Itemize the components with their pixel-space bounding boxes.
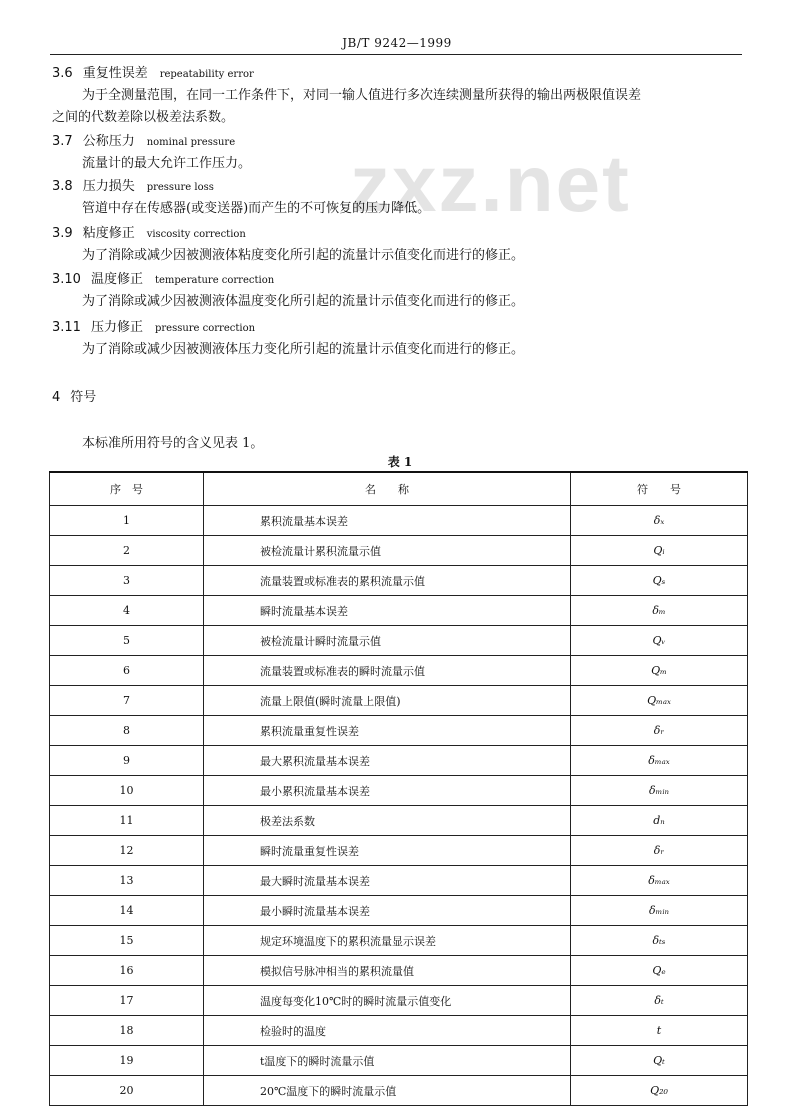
- cell-name: 模拟信号脉冲相当的累积流量值: [204, 956, 571, 986]
- cell-index: 20: [50, 1076, 204, 1106]
- table-row: [50, 1016, 748, 1046]
- section-title-english: pressure loss: [146, 182, 214, 193]
- symbol-table: [49, 471, 748, 1106]
- section-number: 3.9: [52, 226, 73, 241]
- cell-index: 4: [50, 596, 204, 626]
- section-title: 重复性误差: [82, 66, 148, 81]
- cell-name: 流量上限值(瞬时流量上限值): [204, 686, 571, 716]
- section-heading: [52, 268, 274, 287]
- cell-name: 瞬时流量重复性误差: [204, 836, 571, 866]
- cell-symbol: Q₂₀: [571, 1076, 748, 1106]
- cell-index: 13: [50, 866, 204, 896]
- section-body-line: 流量计的最大允许工作压力。: [82, 156, 252, 171]
- cell-index: 8: [50, 716, 204, 746]
- cell-symbol: δᵣ: [571, 716, 748, 746]
- section-heading: [52, 130, 235, 149]
- section-heading: [52, 175, 214, 194]
- section-number: 3.11: [52, 320, 81, 335]
- cell-index: 14: [50, 896, 204, 926]
- watermark: zxz.net: [350, 139, 631, 228]
- cell-symbol: δᵣ: [571, 836, 748, 866]
- cell-name: 极差法系数: [204, 806, 571, 836]
- cell-symbol: δₘᵢₙ: [571, 776, 748, 806]
- cell-name: 最大累积流量基本误差: [204, 746, 571, 776]
- cell-index: 16: [50, 956, 204, 986]
- section-body-line: 之间的代数差除以极差法系数。: [52, 110, 235, 125]
- section-title-english: viscosity correction: [146, 229, 246, 240]
- table-row: [50, 746, 748, 776]
- cell-name: 最小累积流量基本误差: [204, 776, 571, 806]
- cell-index: 10: [50, 776, 204, 806]
- table-row: [50, 836, 748, 866]
- section-heading: [52, 222, 246, 241]
- section-4-heading: [52, 386, 96, 405]
- section-body-line: 为了消除或减少因被测液体温度变化所引起的流量计示值变化而进行的修正。: [82, 294, 525, 309]
- cell-name: 最小瞬时流量基本误差: [204, 896, 571, 926]
- section-number: 3.6: [52, 66, 73, 81]
- cell-symbol: t: [571, 1016, 748, 1046]
- section-body-line: 管道中存在传感器(或变送器)而产生的不可恢复的压力降低。: [82, 201, 431, 216]
- table-row: [50, 926, 748, 956]
- cell-symbol: Qₛ: [571, 566, 748, 596]
- cell-symbol: δₘₐₓ: [571, 746, 748, 776]
- section-title: 压力修正: [90, 320, 143, 335]
- table-row: [50, 1046, 748, 1076]
- cell-symbol: Qᵢ: [571, 536, 748, 566]
- cell-name: 被检流量计瞬时流量示值: [204, 626, 571, 656]
- table-caption: 表 1: [387, 455, 413, 469]
- cell-symbol: δₜₛ: [571, 926, 748, 956]
- table-row: [50, 806, 748, 836]
- cell-index: 1: [50, 506, 204, 536]
- table-row: [50, 566, 748, 596]
- table-row: [50, 656, 748, 686]
- section-heading: [52, 316, 255, 335]
- table-header-row: [50, 472, 748, 506]
- section-body-line: 为于全测量范围，在同一工作条件下，对同一输人值进行多次连续测量所获得的输出两极限值误差: [82, 88, 642, 103]
- cell-symbol: dₙ: [571, 806, 748, 836]
- section-title-english: nominal pressure: [146, 137, 236, 148]
- table-body: [50, 506, 748, 1106]
- cell-symbol: δₘₐₓ: [571, 866, 748, 896]
- section-title-english: repeatability error: [159, 69, 254, 80]
- cell-name: 被检流量计累积流量示值: [204, 536, 571, 566]
- section-title: 温度修正: [90, 272, 143, 287]
- cell-symbol: Qₜ: [571, 1046, 748, 1076]
- table-row: [50, 866, 748, 896]
- cell-symbol: Qₑ: [571, 956, 748, 986]
- column-header-symbol: 符 号: [571, 472, 748, 506]
- cell-symbol: Qᵥ: [571, 626, 748, 656]
- section-number: 4: [52, 390, 61, 405]
- table-row: [50, 506, 748, 536]
- section-title: 粘度修正: [82, 226, 135, 241]
- header-rule: [50, 54, 742, 55]
- table-row: [50, 896, 748, 926]
- cell-symbol: Qₘ: [571, 656, 748, 686]
- section-number: 3.10: [52, 272, 81, 287]
- section-body-line: 为了消除或减少因被测液体粘度变化所引起的流量计示值变化而进行的修正。: [82, 248, 525, 263]
- cell-index: 2: [50, 536, 204, 566]
- section-body-line: 为了消除或减少因被测液体压力变化所引起的流量计示值变化而进行的修正。: [82, 342, 525, 357]
- cell-index: 17: [50, 986, 204, 1016]
- section-4-intro: 本标准所用符号的含义见表 1。: [82, 436, 264, 451]
- cell-index: 11: [50, 806, 204, 836]
- table-row: [50, 626, 748, 656]
- cell-name: t温度下的瞬时流量示值: [204, 1046, 571, 1076]
- cell-symbol: δₘ: [571, 596, 748, 626]
- cell-symbol: δₘᵢₙ: [571, 896, 748, 926]
- table-row: [50, 776, 748, 806]
- cell-name: 检验时的温度: [204, 1016, 571, 1046]
- cell-index: 6: [50, 656, 204, 686]
- cell-name: 温度每变化10℃时的瞬时流量示值变化: [204, 986, 571, 1016]
- table-row: [50, 596, 748, 626]
- cell-index: 15: [50, 926, 204, 956]
- cell-name: 20℃温度下的瞬时流量示值: [204, 1076, 571, 1106]
- cell-name: 流量装置或标准表的累积流量示值: [204, 566, 571, 596]
- cell-index: 3: [50, 566, 204, 596]
- table-row: [50, 716, 748, 746]
- cell-name: 最大瞬时流量基本误差: [204, 866, 571, 896]
- cell-symbol: δₓ: [571, 506, 748, 536]
- table-row: [50, 956, 748, 986]
- table-row: [50, 1076, 748, 1106]
- section-title: 压力损失: [82, 179, 135, 194]
- section-number: 3.8: [52, 179, 73, 194]
- table-row: [50, 686, 748, 716]
- cell-index: 9: [50, 746, 204, 776]
- column-header-name: 名 称: [204, 472, 571, 506]
- cell-name: 规定环境温度下的累积流量显示误差: [204, 926, 571, 956]
- cell-name: 瞬时流量基本误差: [204, 596, 571, 626]
- cell-name: 累积流量基本误差: [204, 506, 571, 536]
- section-heading: [52, 62, 254, 81]
- section-number: 3.7: [52, 134, 73, 149]
- section-title-english: temperature correction: [154, 275, 275, 286]
- cell-index: 18: [50, 1016, 204, 1046]
- cell-symbol: Qₘₐₓ: [571, 686, 748, 716]
- section-title-english: pressure correction: [154, 323, 256, 334]
- cell-symbol: δₜ: [571, 986, 748, 1016]
- cell-index: 12: [50, 836, 204, 866]
- section-title: 公称压力: [82, 134, 135, 149]
- table-row: [50, 986, 748, 1016]
- table-row: [50, 536, 748, 566]
- section-title: 符号: [70, 390, 97, 405]
- cell-name: 流量装置或标准表的瞬时流量示值: [204, 656, 571, 686]
- page-header: JB/T 9242—1999: [342, 36, 452, 50]
- cell-name: 累积流量重复性误差: [204, 716, 571, 746]
- cell-index: 19: [50, 1046, 204, 1076]
- cell-index: 7: [50, 686, 204, 716]
- cell-index: 5: [50, 626, 204, 656]
- column-header-index: 序 号: [50, 472, 204, 506]
